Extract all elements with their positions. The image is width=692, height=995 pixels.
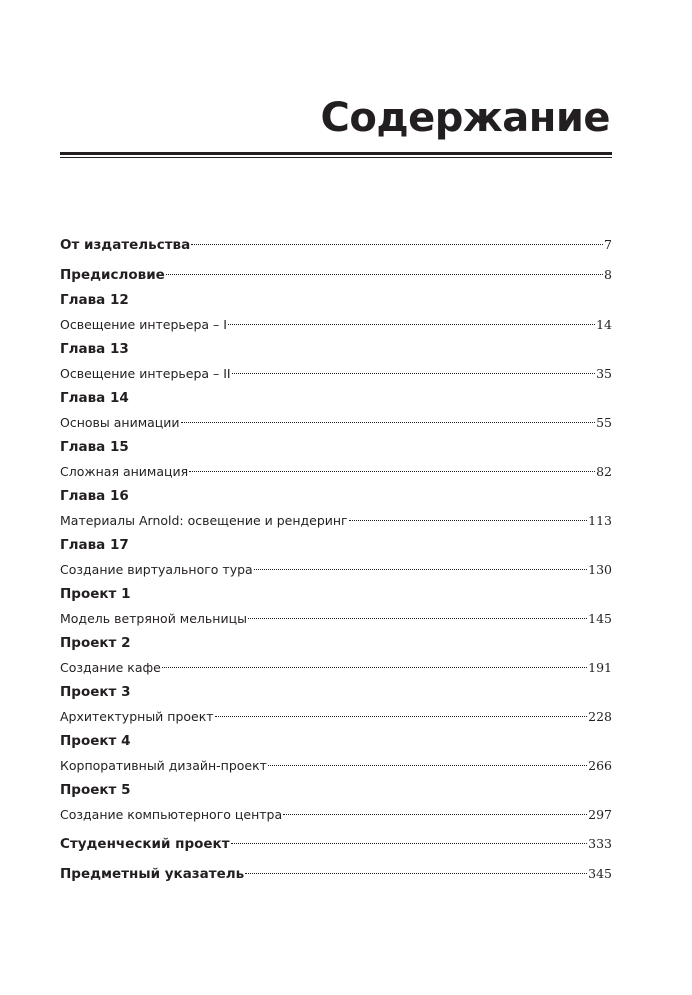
dot-leader — [254, 555, 587, 574]
table-of-contents — [60, 230, 612, 882]
toc-entry-project-1[interactable] — [60, 584, 612, 626]
toc-entry-subtitle: Архитектурный проект — [60, 709, 214, 724]
toc-entry-chapter-16[interactable] — [60, 486, 612, 528]
toc-entry-title: Проект 1 — [60, 586, 131, 602]
toc-page-number: 7 — [604, 237, 612, 252]
toc-page-number: 82 — [596, 464, 612, 479]
toc-entry-chapter-12[interactable] — [60, 290, 612, 332]
toc-line — [60, 506, 612, 528]
toc-line — [60, 230, 612, 253]
toc-entry-title: Глава 15 — [60, 439, 129, 455]
toc-entry-title: Проект 3 — [60, 684, 131, 700]
toc-line — [60, 800, 612, 822]
dot-leader — [191, 230, 603, 249]
toc-line — [60, 829, 612, 852]
dot-leader — [162, 653, 587, 672]
toc-page-number: 14 — [596, 317, 612, 332]
dot-leader — [283, 800, 587, 819]
toc-page-number: 191 — [588, 660, 612, 675]
toc-entry-subtitle: Модель ветряной мельницы — [60, 611, 247, 626]
title-rule-thick — [60, 152, 612, 155]
toc-entry-title: Глава 17 — [60, 537, 129, 553]
toc-entry-chapter-15[interactable] — [60, 437, 612, 479]
toc-line — [60, 653, 612, 675]
dot-leader — [245, 859, 587, 878]
toc-page-number: 130 — [588, 562, 612, 577]
toc-entry-chapter-17[interactable] — [60, 535, 612, 577]
toc-entry-title: Студенческий проект — [60, 836, 230, 852]
toc-entry-title: Проект 4 — [60, 733, 131, 749]
toc-page-number: 345 — [588, 866, 612, 881]
toc-entry-chapter-14[interactable] — [60, 388, 612, 430]
toc-entry-subtitle: Корпоративный дизайн-проект — [60, 758, 267, 773]
dot-leader — [231, 829, 588, 848]
toc-entry-chapter-13[interactable] — [60, 339, 612, 381]
toc-entry-project-5[interactable] — [60, 780, 612, 822]
toc-page-number: 333 — [588, 836, 612, 851]
toc-entry-subtitle: Освещение интерьера – II — [60, 366, 231, 381]
toc-page-number: 8 — [604, 267, 612, 282]
toc-entry-title: Глава 12 — [60, 292, 129, 308]
dot-leader — [228, 310, 595, 329]
toc-entry-title: Глава 13 — [60, 341, 129, 357]
title-rule-thin — [60, 157, 612, 158]
toc-page-number: 266 — [588, 758, 612, 773]
toc-line — [60, 859, 612, 882]
toc-entry-preface[interactable] — [60, 260, 612, 283]
dot-leader — [166, 260, 603, 279]
toc-page-number: 113 — [588, 513, 612, 528]
toc-entry-title: Предисловие — [60, 267, 165, 283]
toc-page-number: 228 — [588, 709, 612, 724]
dot-leader — [189, 457, 595, 476]
toc-entry-project-2[interactable] — [60, 633, 612, 675]
toc-entry-subtitle: Создание кафе — [60, 660, 161, 675]
toc-entry-project-3[interactable] — [60, 682, 612, 724]
toc-entry-subtitle: Сложная анимация — [60, 464, 189, 479]
toc-entry-project-4[interactable] — [60, 731, 612, 773]
toc-entry-from-publisher[interactable] — [60, 230, 612, 253]
toc-entry-subtitle: Материалы Arnold: освещение и рендеринг — [60, 513, 348, 528]
toc-line — [60, 457, 612, 479]
dot-leader — [181, 408, 596, 427]
toc-line — [60, 604, 612, 626]
toc-entry-title: Проект 2 — [60, 635, 131, 651]
toc-entry-title: От издательства — [60, 237, 191, 253]
dot-leader — [215, 702, 588, 721]
toc-entry-title: Проект 5 — [60, 782, 131, 798]
toc-line — [60, 260, 612, 283]
toc-page-number: 35 — [596, 366, 612, 381]
toc-entry-subject-index[interactable] — [60, 859, 612, 882]
dot-leader — [268, 751, 587, 770]
toc-line — [60, 702, 612, 724]
page-title: Содержание — [320, 95, 610, 141]
dot-leader — [248, 604, 587, 623]
toc-line — [60, 310, 612, 332]
toc-entry-title: Предметный указатель — [60, 866, 245, 882]
toc-entry-title: Глава 14 — [60, 390, 129, 406]
dot-leader — [349, 506, 588, 525]
toc-line — [60, 359, 612, 381]
toc-line — [60, 751, 612, 773]
toc-page-number: 297 — [588, 807, 612, 822]
toc-entry-subtitle: Освещение интерьера – I — [60, 317, 227, 332]
toc-line — [60, 408, 612, 430]
dot-leader — [232, 359, 595, 378]
toc-entry-title: Глава 16 — [60, 488, 129, 504]
toc-entry-subtitle: Создание компьютерного центра — [60, 807, 283, 822]
toc-page-number: 55 — [596, 415, 612, 430]
toc-entry-subtitle: Создание виртуального тура — [60, 562, 253, 577]
toc-page-number: 145 — [588, 611, 612, 626]
toc-entry-subtitle: Основы анимации — [60, 415, 180, 430]
toc-entry-student-project[interactable] — [60, 829, 612, 852]
toc-line — [60, 555, 612, 577]
